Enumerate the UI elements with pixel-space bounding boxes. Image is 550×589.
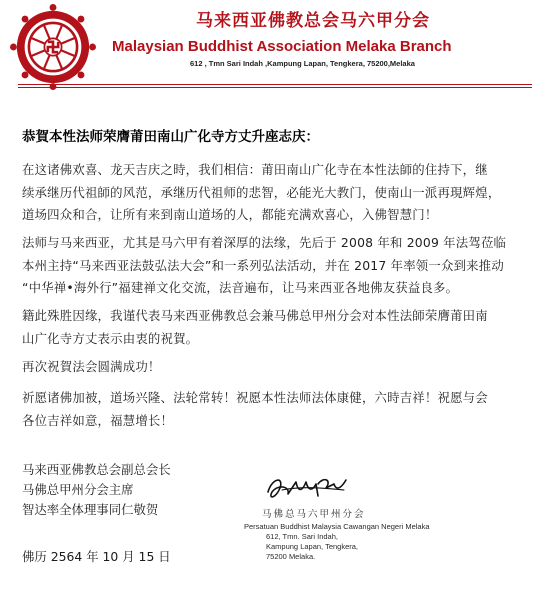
signatory-line: 智达率全体理事同仁敬贺 <box>22 502 159 517</box>
signatory-line: 马来西亚佛教总会副总会长 <box>22 462 171 477</box>
paragraph-line: 各位吉祥如意，福慧增长！ <box>22 412 174 428</box>
paragraph-line: 法师与马来西亚，尤其是马六甲有着深厚的法缘，先后于 2008 年和 2009 年法驾莅临 <box>22 235 507 250</box>
stamp-line: 612, Tmn. Sari Indah, <box>266 532 338 541</box>
org-address: 612 , Tmn Sari Indah ,Kampung Lapan, Tengkera, 75200,Melaka <box>190 59 415 68</box>
paragraph-line: “中华禅•海外行”福建禅文化交流，法音遍布，让马来西亚各地佛友获益良多。 <box>22 280 459 295</box>
letter-date: 佛历 2564 年 10 月 15 日 <box>22 549 171 564</box>
paragraph-line: 在这诸佛欢喜、龙天吉庆之時，我们相信：莆田南山广化寺在本性法師的住持下，继 <box>22 162 488 177</box>
letter-title: 恭賀本性法师荣膺莆田南山广化寺方丈升座志庆： <box>22 129 319 145</box>
org-name-english: Malaysian Buddhist Association Melaka Branch <box>112 38 452 55</box>
stamp-line: 75200 Melaka. <box>266 552 316 561</box>
paragraph-4 <box>22 356 534 379</box>
dharma-wheel-logo-icon <box>10 4 96 90</box>
paragraph-line: 籍此殊胜因缘，我谨代表马来西亚佛教总会兼马佛总甲州分会对本性法師荣膺莆田南 <box>22 308 488 323</box>
paragraph-line: 道场四众和合，让所有来到南山道场的人，都能充满欢喜心，入佛智慧门！ <box>22 207 438 222</box>
official-stamp <box>244 510 430 562</box>
paragraph-line: 本州主持“马来西亚法鼓弘法大会”和一系列弘法活动，并在 2017 年率领一众到来推动 <box>22 257 504 273</box>
paragraph-2 <box>22 232 534 300</box>
paragraph-1 <box>22 159 534 227</box>
header-divider-bottom <box>18 87 532 88</box>
stamp-chinese-name: 马佛总马六甲州分会 <box>262 509 366 520</box>
paragraph-3 <box>22 305 534 350</box>
paragraph-line: 再次祝賀法会圆满成功！ <box>22 359 161 374</box>
paragraph-5 <box>22 387 534 432</box>
paragraph-line: 祈愿诸佛加被，道场兴隆、法轮常转！祝愿本性法师法体康健，六時吉祥！祝愿与会 <box>22 390 488 405</box>
header-divider-top <box>18 84 532 85</box>
stamp-line: Persatuan Buddhist Malaysia Cawangan Negeri Melaka <box>244 522 430 531</box>
handwritten-signature <box>262 470 352 506</box>
stamp-line: Kampung Lapan, Tengkera, <box>266 542 359 551</box>
org-name-chinese: 马来西亚佛教总会马六甲分会 <box>196 11 430 31</box>
paragraph-line: 续承继历代祖師的风范，承继历代祖师的悲智，必能光大教门，使南山一派再現辉煌， <box>22 184 501 200</box>
signatory-block <box>22 460 171 520</box>
paragraph-line: 山广化寺方丈表示由衷的祝賀。 <box>22 330 199 346</box>
signatory-line: 马佛总甲州分会主席 <box>22 482 134 497</box>
